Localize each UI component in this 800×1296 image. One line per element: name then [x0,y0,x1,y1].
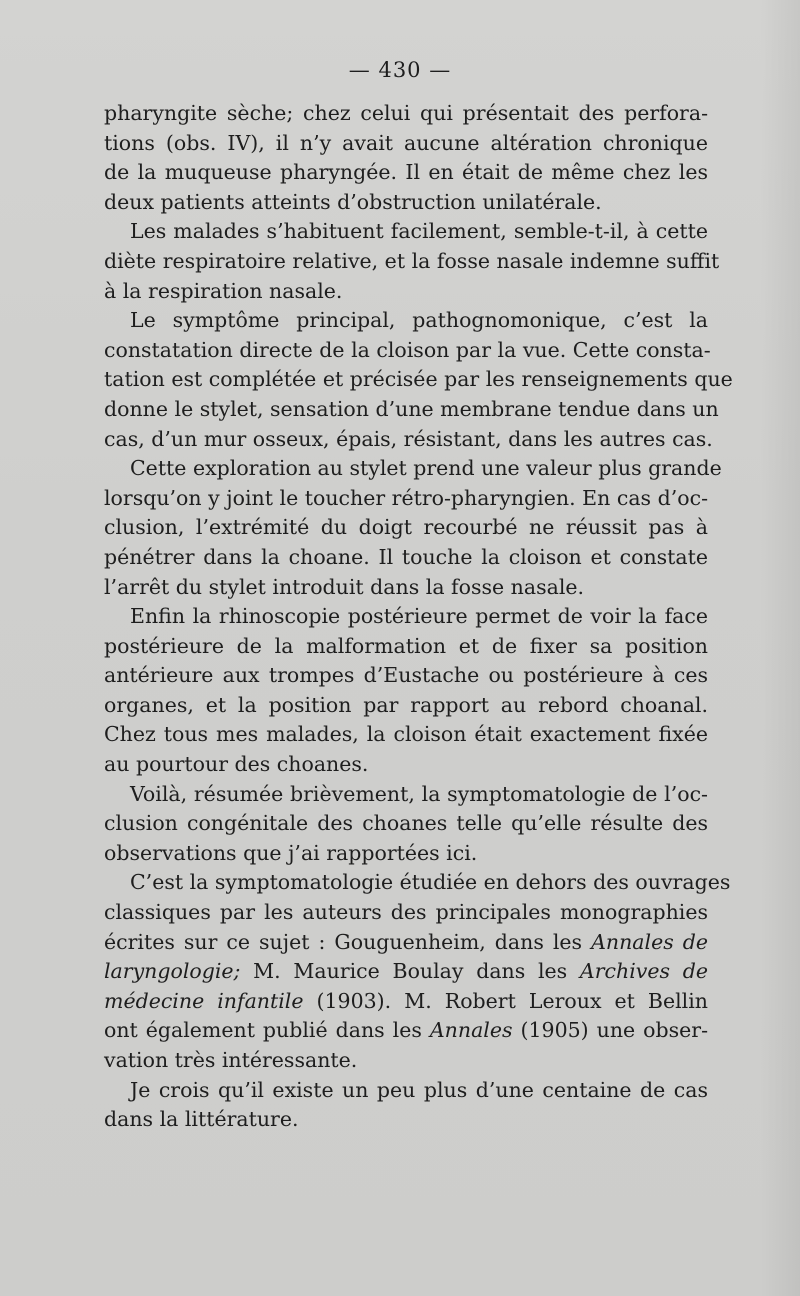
text-fragment: (1903). M. Robert Leroux et Bellin [303,988,708,1013]
text-line: tation est complétée et précisée par les renseignements que [104,367,733,392]
text-line: Le symptôme principal, pathognomonique, c’est la [130,308,708,333]
text-line [104,987,708,1017]
text-line: constatation directe de la cloison par la vue. Cette consta- [104,337,711,362]
paragraph-7 [104,868,731,1075]
paragraph-3 [104,306,733,454]
paragraph-1 [104,99,708,217]
text-line: Les malades s’habituent facilement, semble-t-il, à cette [130,219,708,244]
text-line: tions (obs. IV), il n’y avait aucune altération chronique [104,130,708,155]
journal-title: laryngologie; [104,959,241,984]
paragraph-4 [104,454,722,602]
text-line [104,928,708,958]
body-text [104,99,733,1135]
text-line: classiques par les auteurs des principales monographies [104,900,708,925]
text-line: cas, d’un mur osseux, épais, résistant, dans les autres cas. [104,426,713,451]
text-line: organes, et la position par rapport au rebord choanal. [104,692,708,717]
text-line: vation très intéressante. [104,1048,358,1072]
text-line: de la muqueuse pharyngée. Il en était de même chez les [104,160,708,185]
text-line [104,1016,708,1046]
text-line: Voilà, résumée brièvement, la symptomatologie de l’oc- [130,781,708,806]
paragraph-8 [104,1076,708,1135]
journal-title: Annales [429,1018,513,1043]
text-line: antérieure aux trompes d’Eustache ou postérieure à ces [104,663,708,688]
text-line: C’est la symptomatologie étudiée en dehors des ouvrages [130,870,731,895]
paragraph-5 [104,602,708,780]
text-line: dans la littérature. [104,1107,299,1132]
text-fragment: (1905) une obser- [512,1018,708,1043]
journal-title: médecine infantile [104,988,304,1013]
text-line: clusion congénitale des choanes telle qu’elle résulte des [104,811,708,836]
text-line: au pourtour des choanes. [104,752,369,777]
text-fragment: M. Maurice Boulay dans les [240,959,580,984]
paragraph-6 [104,780,708,869]
text-line: Enfin la rhinoscopie postérieure permet de voir la face [130,604,708,629]
text-line: deux patients atteints d’obstruction unilatérale. [104,189,602,214]
text-line: à la respiration nasale. [104,278,343,303]
text-line: Je crois qu’il existe un peu plus d’une centaine de cas [130,1077,708,1102]
text-fragment: ont également publié dans les [104,1018,430,1043]
text-line: lorsqu’on y joint le toucher rétro-pharyngien. En cas d’oc- [104,485,708,510]
text-line: l’arrêt du stylet introduit dans la fosse nasale. [104,574,585,599]
text-line: Chez tous mes malades, la cloison était exactement fixée [104,722,708,747]
text-line: postérieure de la malformation et de fixer sa position [104,633,708,658]
text-line: clusion, l’extrémité du doigt recourbé ne réussit pas à [104,515,708,540]
journal-title: Annales de [591,929,708,954]
text-line: diète respiratoire relative, et la fosse nasale indemne suffit [104,248,720,273]
paragraph-2 [104,217,720,306]
text-line: pharyngite sèche; chez celui qui présentait des perfora- [104,101,708,125]
text-line: Cette exploration au stylet prend une valeur plus grande [130,456,722,481]
text-line [104,957,708,987]
text-line: observations que j’ai rapportées ici. [104,840,478,865]
journal-title: Archives de [579,959,708,984]
text-fragment: écrites sur ce sujet : Gouguenheim, dans les [104,929,583,954]
text-line: pénétrer dans la choane. Il touche la cloison et constate [104,544,708,569]
page-number: — 430 — [348,58,452,82]
text-line: donne le stylet, sensation d’une membrane tendue dans un [104,396,719,421]
